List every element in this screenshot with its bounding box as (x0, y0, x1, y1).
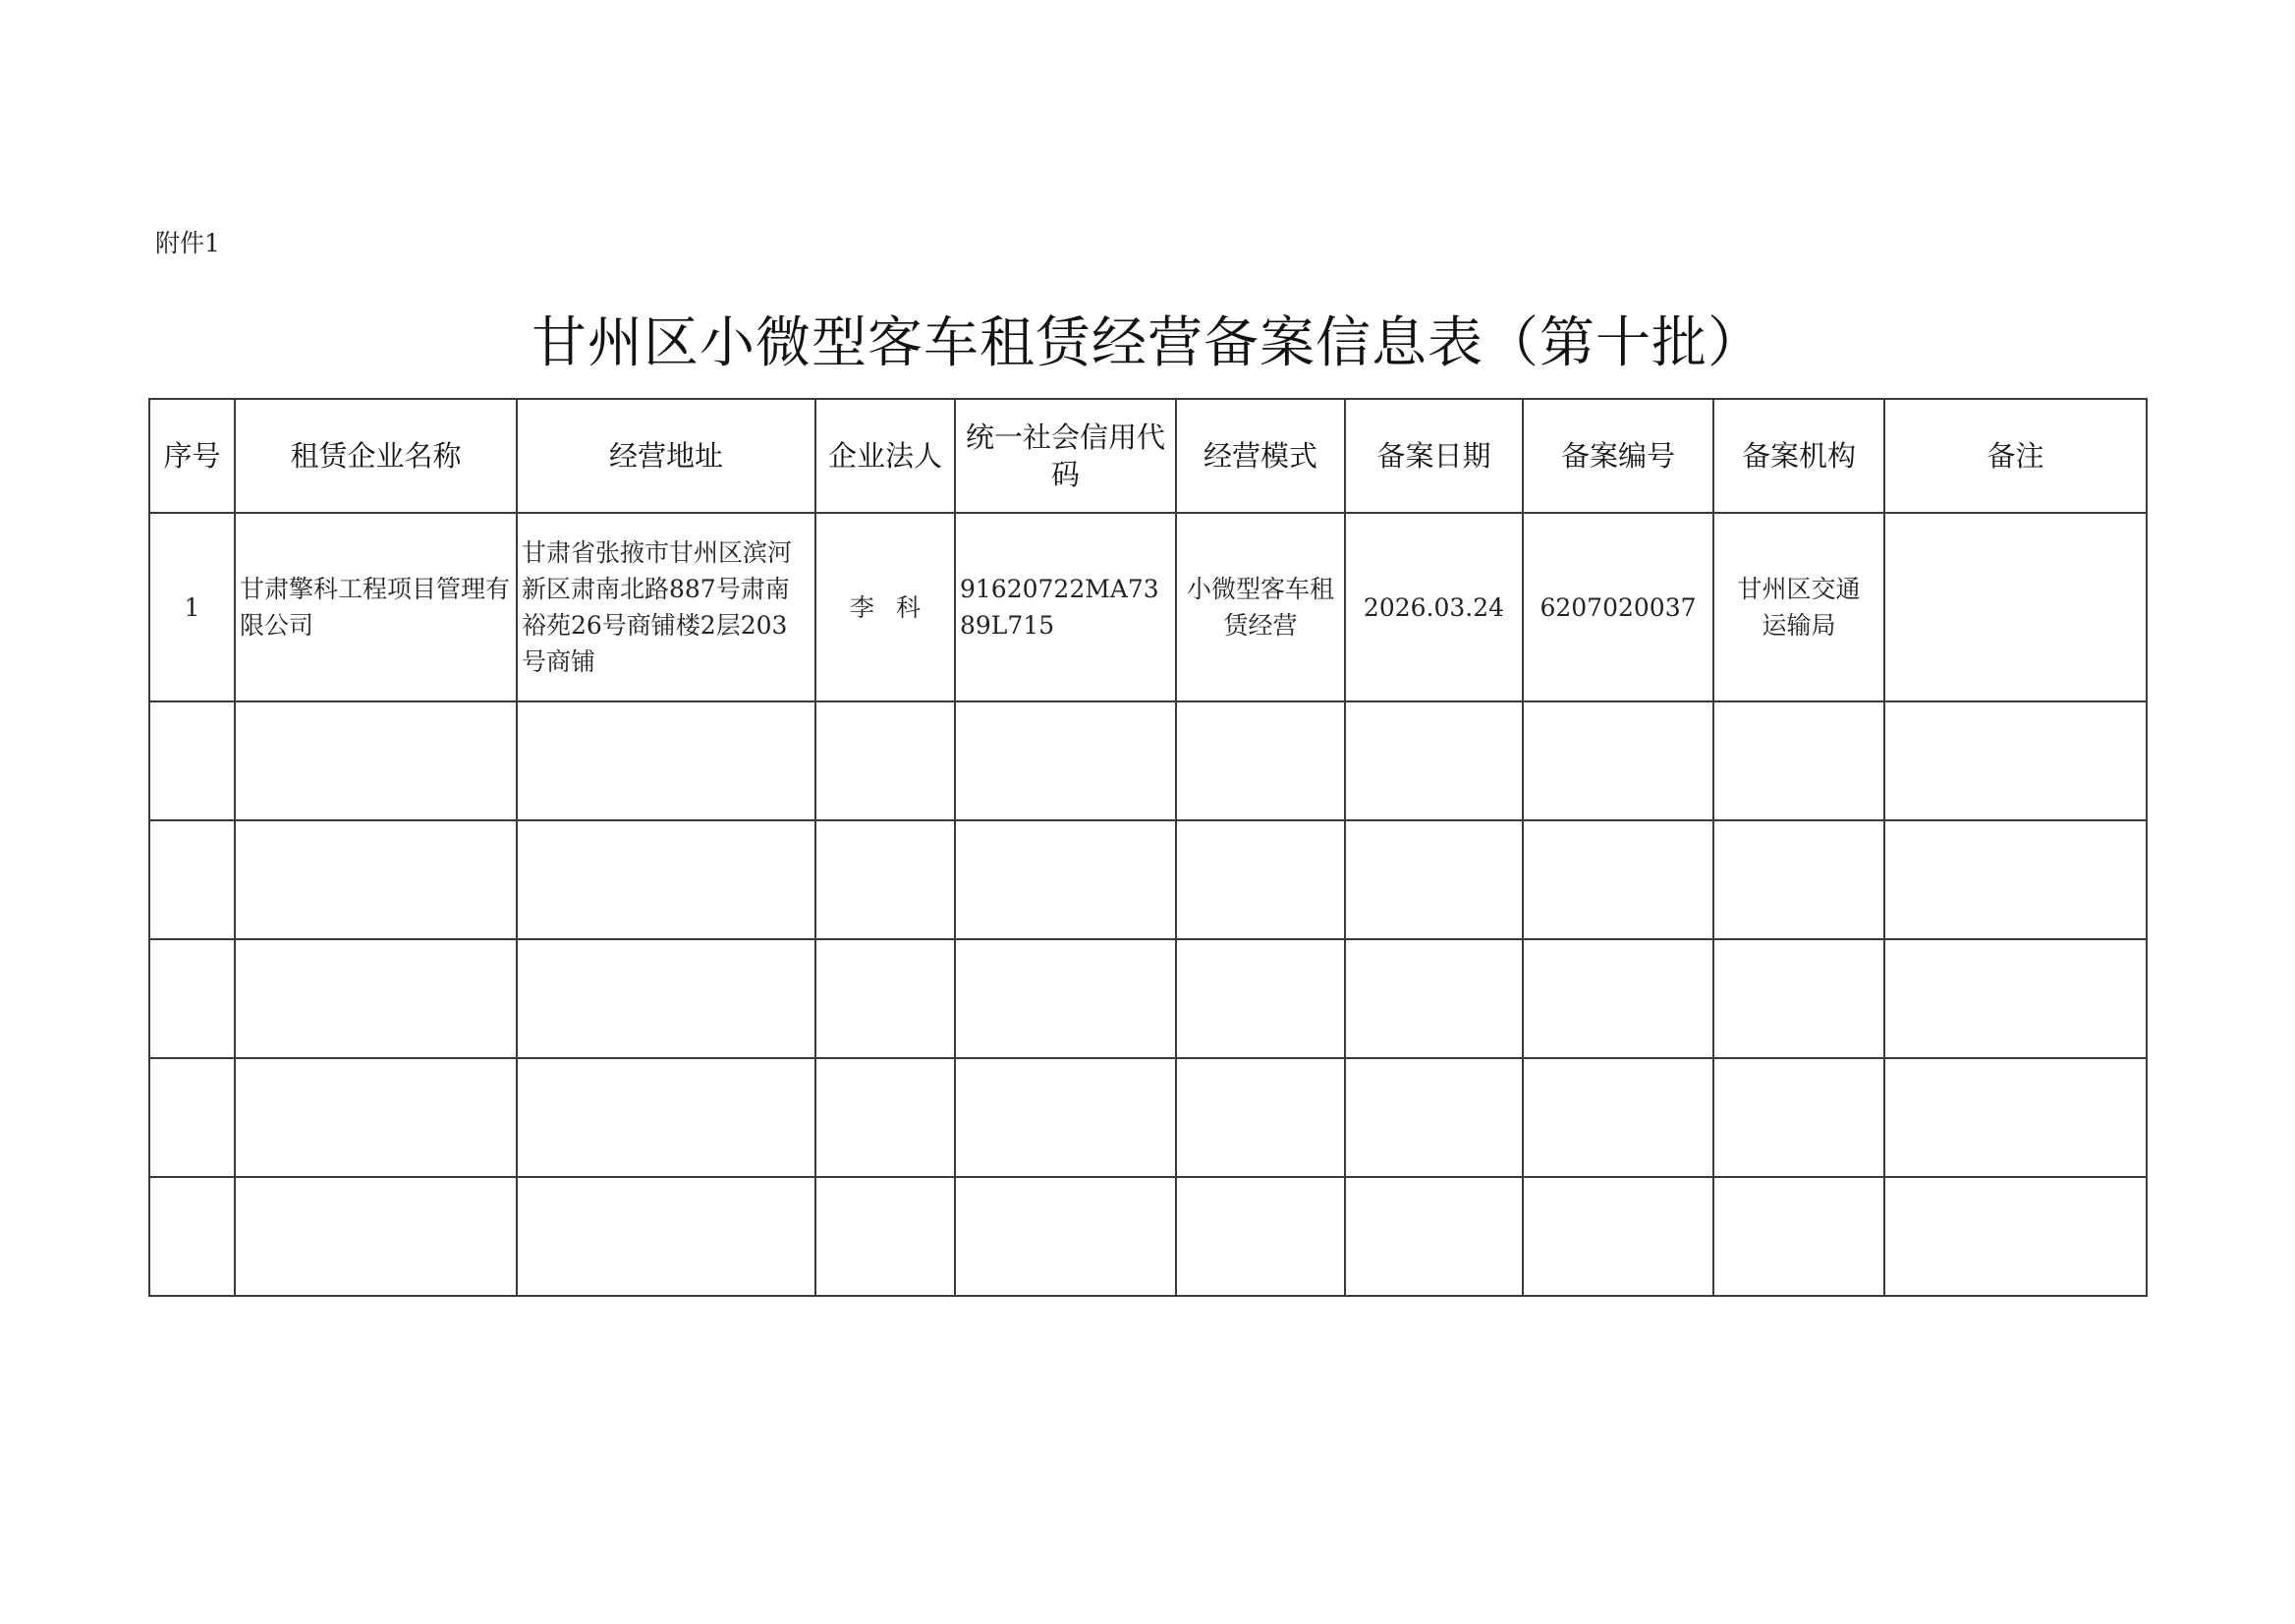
cell-company-name (235, 1177, 517, 1296)
cell-record-agency (1713, 701, 1884, 820)
cell-company-name (235, 939, 517, 1058)
header-mode: 经营模式 (1176, 399, 1345, 513)
cell-record-date (1345, 1058, 1523, 1177)
cell-record-number (1523, 701, 1713, 820)
header-index: 序号 (149, 399, 235, 513)
cell-mode (1176, 1177, 1345, 1296)
cell-record-agency: 甘州区交通运输局 (1713, 513, 1884, 701)
cell-record-agency (1713, 939, 1884, 1058)
cell-address (517, 939, 815, 1058)
cell-address (517, 1058, 815, 1177)
cell-address (517, 820, 815, 939)
cell-record-agency (1713, 1058, 1884, 1177)
cell-remarks (1884, 820, 2147, 939)
cell-record-date (1345, 1177, 1523, 1296)
records-table (148, 398, 2148, 1297)
cell-record-number: 6207020037 (1523, 513, 1713, 701)
cell-company-name (235, 701, 517, 820)
cell-remarks (1884, 1058, 2147, 1177)
cell-record-date (1345, 701, 1523, 820)
cell-credit-code (955, 701, 1176, 820)
cell-record-date (1345, 939, 1523, 1058)
cell-credit-code (955, 1058, 1176, 1177)
header-remarks: 备注 (1884, 399, 2147, 513)
table-row-empty (149, 939, 2147, 1058)
cell-company-name (235, 820, 517, 939)
cell-address (517, 1177, 815, 1296)
cell-address (517, 701, 815, 820)
header-record-agency: 备案机构 (1713, 399, 1884, 513)
cell-mode (1176, 820, 1345, 939)
cell-legal-person: 李科 (815, 513, 955, 701)
cell-credit-code (955, 820, 1176, 939)
cell-legal-person (815, 1177, 955, 1296)
cell-record-number (1523, 1058, 1713, 1177)
table-row-empty (149, 701, 2147, 820)
attachment-label: 附件1 (155, 229, 220, 257)
cell-remarks (1884, 513, 2147, 701)
header-record-date: 备案日期 (1345, 399, 1523, 513)
header-company-name: 租赁企业名称 (235, 399, 517, 513)
cell-credit-code: 91620722MA7389L715 (955, 513, 1176, 701)
table-row-empty (149, 820, 2147, 939)
cell-index (149, 1058, 235, 1177)
cell-address: 甘肃省张掖市甘州区滨河新区肃南北路887号肃南裕苑26号商铺楼2层203号商铺 (517, 513, 815, 701)
cell-record-agency (1713, 820, 1884, 939)
header-credit-code: 统一社会信用代码 (955, 399, 1176, 513)
cell-record-number (1523, 1177, 1713, 1296)
cell-legal-person (815, 820, 955, 939)
table-row-empty (149, 1177, 2147, 1296)
cell-mode (1176, 939, 1345, 1058)
cell-index (149, 1177, 235, 1296)
header-record-number: 备案编号 (1523, 399, 1713, 513)
cell-legal-person (815, 939, 955, 1058)
cell-remarks (1884, 1177, 2147, 1296)
page-title: 甘州区小微型客车租赁经营备案信息表（第十批） (532, 311, 1763, 375)
cell-record-date: 2026.03.24 (1345, 513, 1523, 701)
header-address: 经营地址 (517, 399, 815, 513)
cell-credit-code (955, 1177, 1176, 1296)
cell-mode (1176, 1058, 1345, 1177)
cell-index (149, 701, 235, 820)
cell-credit-code (955, 939, 1176, 1058)
cell-index (149, 820, 235, 939)
table-row (149, 513, 2147, 701)
table-row-empty (149, 1058, 2147, 1177)
cell-company-name: 甘肃擎科工程项目管理有限公司 (235, 513, 517, 701)
table-header-row (149, 399, 2147, 513)
cell-record-date (1345, 820, 1523, 939)
cell-index: 1 (149, 513, 235, 701)
cell-mode (1176, 701, 1345, 820)
cell-remarks (1884, 939, 2147, 1058)
cell-legal-person (815, 1058, 955, 1177)
cell-record-number (1523, 820, 1713, 939)
cell-company-name (235, 1058, 517, 1177)
cell-index (149, 939, 235, 1058)
cell-mode: 小微型客车租赁经营 (1176, 513, 1345, 701)
cell-record-agency (1713, 1177, 1884, 1296)
cell-remarks (1884, 701, 2147, 820)
header-legal-person: 企业法人 (815, 399, 955, 513)
cell-record-number (1523, 939, 1713, 1058)
cell-legal-person (815, 701, 955, 820)
